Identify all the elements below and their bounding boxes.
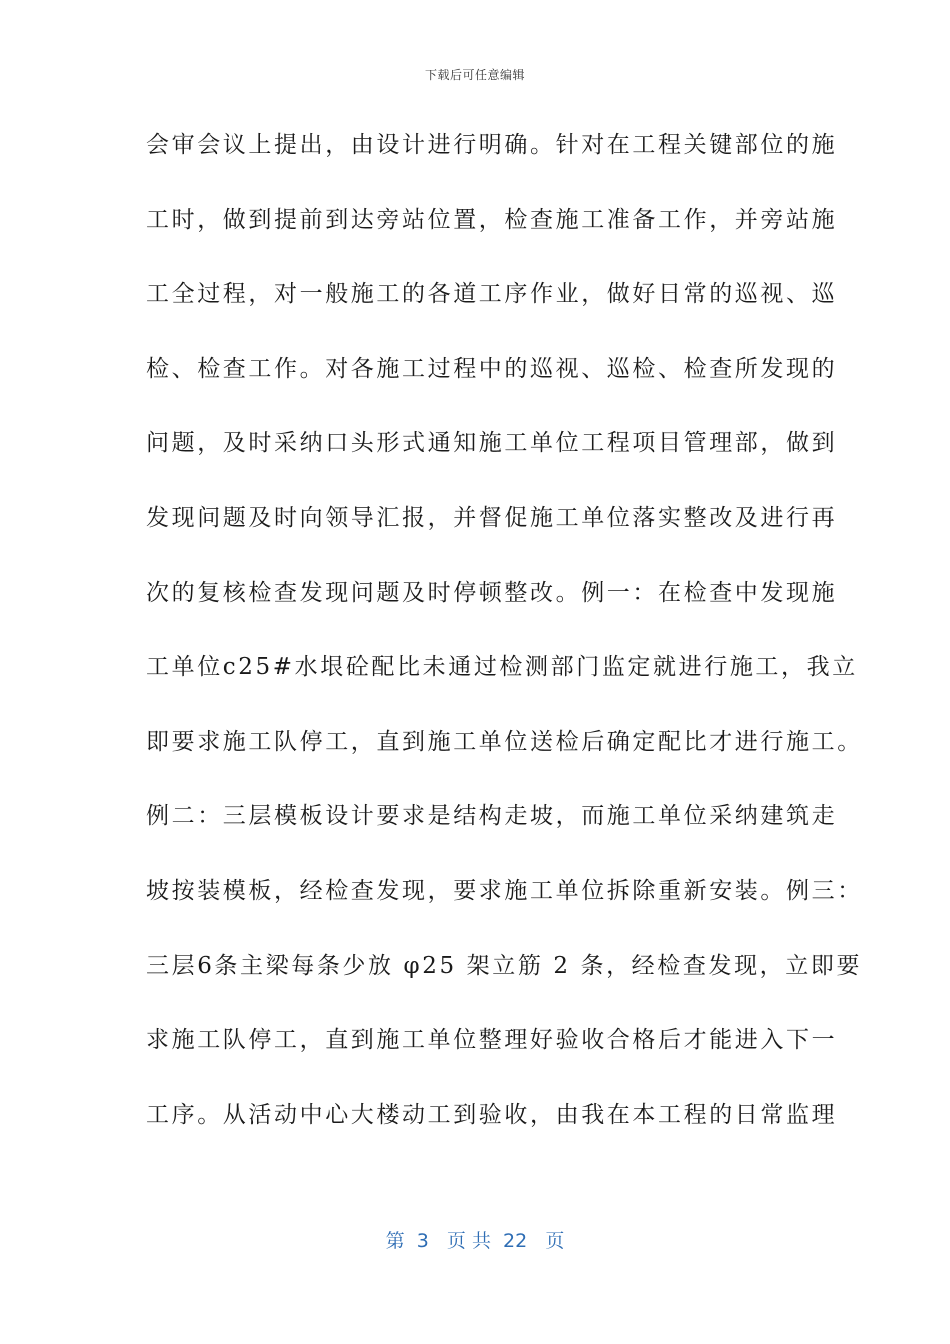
text-line: 工时，做到提前到达旁站位置，检查施工准备工作，并旁站施 bbox=[146, 206, 838, 233]
header-note: 下载后可任意编辑 bbox=[424, 68, 525, 82]
text-line: 工单位c25#水垠砼配比未通过检测部门监定就进行施工，我立 bbox=[146, 654, 858, 681]
text-line: 会审会议上提出，由设计进行明确。针对在工程关键部位的施 bbox=[146, 132, 838, 158]
text-line: 问题，及时采纳口头形式通知施工单位工程项目管理部，做到 bbox=[146, 430, 838, 457]
text-line: 检、检查工作。对各施工过程中的巡视、巡检、检查所发现的 bbox=[146, 355, 838, 382]
text-line: 坡按装模板，经检查发现，要求施工单位拆除重新安装。例三： bbox=[146, 877, 863, 904]
text-line: 工全过程，对一般施工的各道工序作业，做好日常的巡视、巡 bbox=[146, 281, 838, 308]
text-line: 工序。从活动中心大楼动工到验收，由我在本工程的日常监理 bbox=[146, 1101, 838, 1128]
page-number-footer: 第 3 页 共 22 页 bbox=[385, 1230, 565, 1252]
text-line: 即要求施工队停工，直到施工单位送检后确定配比才进行施工。 bbox=[146, 728, 863, 755]
body-text bbox=[146, 120, 863, 1164]
text-line: 发现问题及时向领导汇报，并督促施工单位落实整改及进行再 bbox=[146, 504, 838, 531]
text-line: 求施工队停工，直到施工单位整理好验收合格后才能进入下一 bbox=[146, 1027, 838, 1054]
text-line: 例二：三层模板设计要求是结构走坡，而施工单位采纳建筑走 bbox=[146, 803, 838, 830]
text-line: 次的复核检查发现问题及时停顿整改。例一：在检查中发现施 bbox=[146, 579, 838, 606]
text-line: 三层6条主梁每条少放 φ25 架立筋 2 条，经检查发现，立即要 bbox=[146, 952, 863, 979]
